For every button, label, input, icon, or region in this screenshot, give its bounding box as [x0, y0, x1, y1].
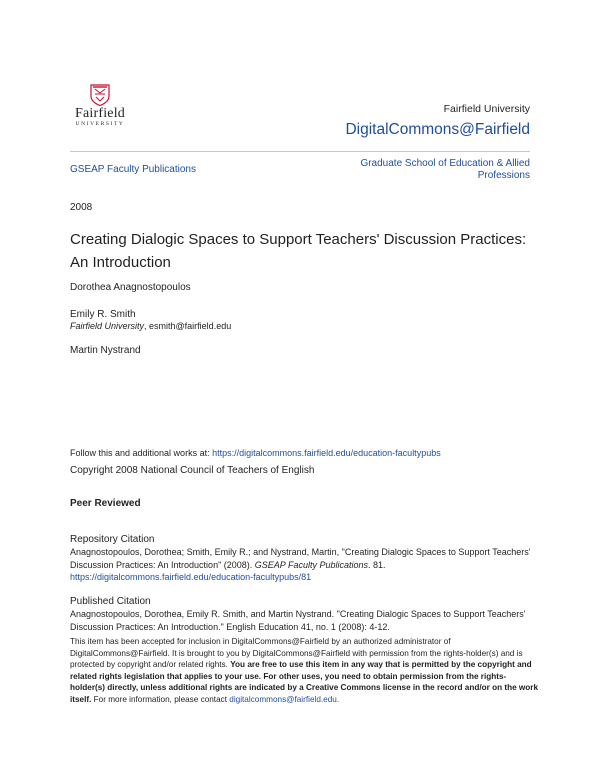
follow-line: [70, 448, 441, 458]
contact-email-link[interactable]: digitalcommons@fairfield.edu: [229, 694, 337, 704]
logo-subtitle: UNIVERSITY: [75, 121, 125, 127]
notice-end: .: [336, 694, 340, 704]
university-logo: [70, 84, 130, 136]
department-link[interactable]: Graduate School of Education & Allied Professions: [360, 158, 530, 181]
publication-year: 2008: [70, 202, 93, 213]
repository-citation-text: [70, 546, 538, 584]
institution-name: Fairfield University: [443, 103, 530, 115]
citation-text: Anagnostopoulos, Dorothea; Smith, Emily R.; and Nystrand, Martin, "Creating Dialogic Spaces to Support Teachers' Discussion Practices: An Introduction" (2008).: [70, 547, 531, 570]
peer-reviewed-label: Peer Reviewed: [70, 498, 141, 509]
notice-text: This item has been accepted for inclusion in DigitalCommons@Fairfield by an authorized administrator of DigitalCommons@Fairfield. It is brought to you by DigitalCommons@Fairfield with permission from the rights-holder(s) and is protected by copyright and/or related rights.: [70, 637, 523, 669]
author-name: Martin Nystrand: [70, 345, 141, 356]
article-title: Creating Dialogic Spaces to Support Teachers' Discussion Practices: An Introduction: [70, 231, 527, 271]
repository-link[interactable]: DigitalCommons@Fairfield: [345, 121, 530, 138]
shield-icon: [90, 84, 110, 106]
collection-url-link[interactable]: https://digitalcommons.fairfield.edu/education-facultypubs: [212, 448, 441, 458]
author-name: Emily R. Smith: [70, 309, 136, 320]
citation-series: GSEAP Faculty Publications: [254, 559, 368, 570]
author-affiliation: [70, 320, 231, 332]
repository-citation-heading: Repository Citation: [70, 534, 155, 545]
citation-url-link[interactable]: https://digitalcommons.fairfield.edu/education-facultypubs/81: [70, 572, 312, 582]
series-link[interactable]: GSEAP Faculty Publications: [70, 164, 196, 175]
rights-notice: [70, 636, 540, 705]
header-divider: [70, 151, 530, 152]
logo-wordmark: Fairfield: [74, 106, 125, 121]
affiliation-name: Fairfield University: [70, 321, 145, 331]
published-citation-heading: Published Citation: [70, 596, 151, 607]
author-name: Dorothea Anagnostopoulos: [70, 282, 191, 293]
follow-prefix: Follow this and additional works at:: [70, 448, 213, 458]
author-email: , esmith@fairfield.edu: [144, 321, 232, 331]
published-citation-text: Anagnostopoulos, Dorothea, Emily R. Smith, and Martin Nystrand. "Creating Dialogic Spaces to Support Teachers' Discussion Practices: An Introduction." English Education 41, no. 1 (2008): 4-12.: [70, 609, 526, 632]
copyright-statement: Copyright 2008 National Council of Teachers of English: [70, 465, 315, 476]
notice-contact-text: For more information, please contact: [91, 694, 230, 704]
citation-number: . 81.: [368, 559, 386, 570]
notice-bold-text: You are free to use this item in any way that is permitted by the copyright and related rights legislation that applies to your use. For other uses, you need to obtain permission from the rights-holder(s) directly, unless additional rights are indicated by a Creative Commons license in the record and/or on the work itself.: [70, 660, 539, 704]
